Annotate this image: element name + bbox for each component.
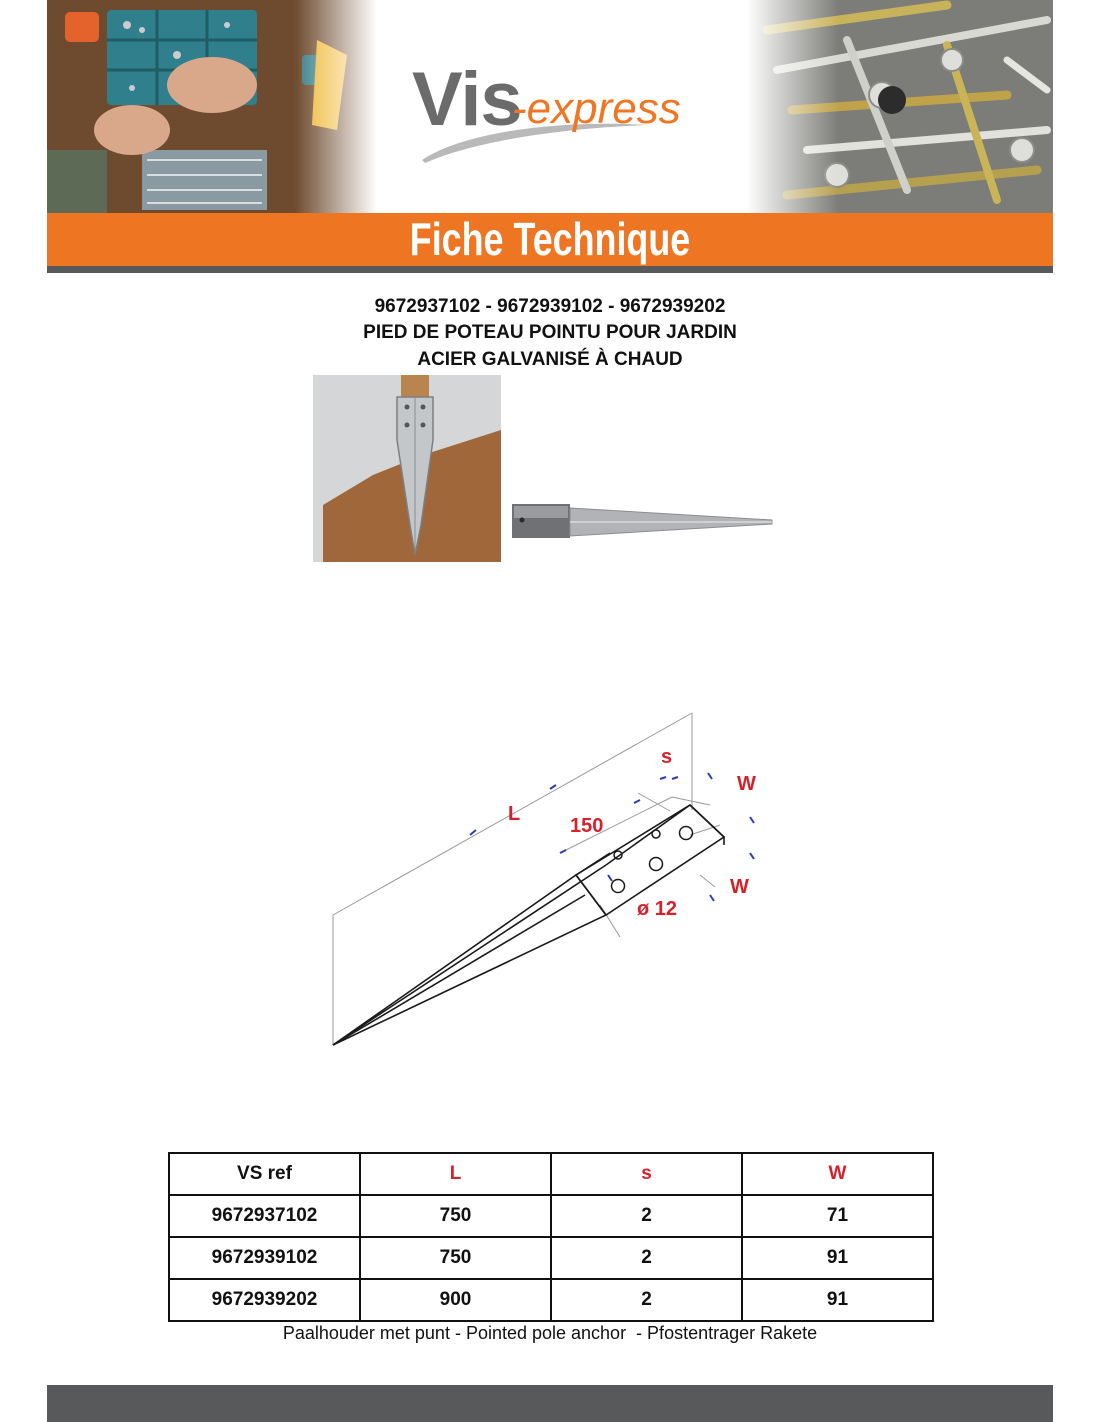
cell-s: 2 (551, 1195, 742, 1237)
header-W: W (742, 1153, 933, 1195)
dim-label-w-top: W (737, 773, 756, 795)
cell-ref: 9672937102 (169, 1195, 360, 1237)
ground-install-photo (313, 375, 501, 562)
dim-label-d12: ø 12 (637, 898, 678, 920)
cell-W: 91 (742, 1279, 933, 1321)
anchor-product-photo (510, 498, 776, 544)
table-row (169, 1237, 933, 1279)
product-subtitle-translations: Paalhouder met punt - Pointed pole anchor - Pfostentrager Rakete (282, 1323, 818, 1343)
table-row (169, 1195, 933, 1237)
header-L: L (360, 1153, 551, 1195)
footer-bar (47, 1385, 1053, 1422)
cell-L: 750 (360, 1237, 551, 1279)
logo-vis-text: Vis (412, 57, 522, 142)
table-row (169, 1279, 933, 1321)
dim-label-w-side: W (730, 876, 749, 898)
workbench-photo-icon (47, 0, 377, 213)
screws-photo-icon (747, 0, 1053, 213)
cell-ref: 9672939102 (169, 1237, 360, 1279)
header-vs-ref: VS ref (169, 1153, 360, 1195)
dim-label-L: L (508, 803, 521, 825)
table-header-row (169, 1153, 933, 1195)
cell-L: 750 (360, 1195, 551, 1237)
cell-s: 2 (551, 1279, 742, 1321)
dim-label-s: s (661, 746, 673, 768)
fiche-technique-band (47, 213, 1053, 266)
title-underline (47, 266, 1053, 273)
dim-label-150: 150 (570, 815, 604, 837)
product-name: PIED DE POTEAU POINTU POUR JARDIN (363, 322, 737, 343)
logo-express-text: -express (512, 84, 681, 133)
cell-W: 91 (742, 1237, 933, 1279)
page-title: Fiche Technique (409, 213, 691, 265)
cell-L: 900 (360, 1279, 551, 1321)
cell-W: 71 (742, 1195, 933, 1237)
vis-express-logo (360, 50, 760, 170)
header-s: s (551, 1153, 742, 1195)
cell-ref: 9672939202 (169, 1279, 360, 1321)
spec-table (168, 1152, 934, 1322)
product-material: ACIER GALVANISÉ À CHAUD (417, 349, 683, 370)
technical-diagram (320, 705, 780, 1055)
product-refs: 9672937102 - 9672939102 - 9672939202 (374, 296, 726, 317)
cell-s: 2 (551, 1237, 742, 1279)
